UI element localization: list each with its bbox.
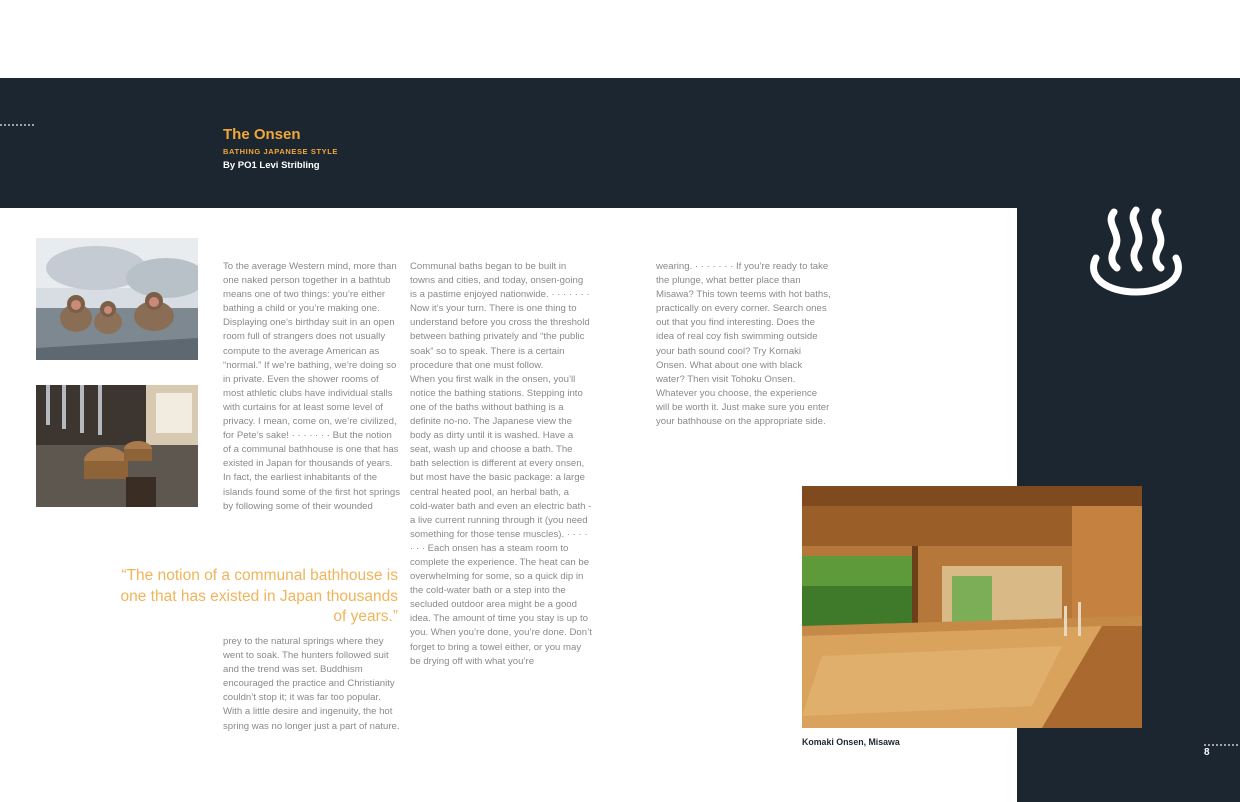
body-column-1-continued [223, 635, 401, 734]
body-column-3 [656, 260, 832, 429]
body-paragraph: Communal baths began to be built in towns and cities, and today, onsen-going is a pastime enjoyed nationwide. · · · · · · · Now it’s your turn. There is one thing to understand before you cross the threshold between bathing privately and “the public soak” so to speak. There is a certain procedure that one must follow. [410, 261, 590, 371]
page-number: 8 [1204, 747, 1210, 758]
bath-buckets-photo [36, 385, 198, 507]
article-subtitle: BATHING JAPANESE STYLE [223, 147, 339, 156]
body-column-1 [223, 260, 401, 514]
article-byline: By PO1 Levi Stribling [223, 160, 320, 171]
komaki-onsen-photo [802, 486, 1142, 728]
hot-spring-icon [1084, 206, 1188, 298]
body-paragraph: When you first walk in the onsen, you’ll notice the bathing stations. Stepping into one of the baths without bathing is a definite no-no. The Japanese view the body as dirty until it is washed. Have a seat, wash up and choose a bath. The bath selection is different at every onsen, but most have the basic package: a large central heated pool, an herbal bath, a cold-water bath and even an electric bath - a live current running through it (you need something for those tense muscles). · · · · · · · Each onsen has a steam room to complete the experience. The heat can be overwhelming for some, so a quick dip in the cold-water bath or a step into the secluded outdoor area might be a good idea. The amount of time you stay is up to you. When you’re done, you’re done. Don’t forget to bring a towel either, or you may be drying off with what you’re [410, 373, 592, 667]
body-column-2 [410, 260, 592, 669]
header-band [0, 78, 1240, 208]
snow-monkeys-photo [36, 238, 198, 360]
article-title: The Onsen [223, 126, 301, 143]
pull-quote: “The notion of a communal bathhouse is one that has existed in Japan thousands of years.” [120, 567, 398, 626]
photo-caption: Komaki Onsen, Misawa [802, 737, 900, 747]
footer-marker [1204, 744, 1238, 746]
body-paragraph: prey to the natural springs where they went to soak. The hunters followed suit and the trend was set. Buddhism encouraged the practice and Christianity couldn’t stop it; it was far too popular. With a little desire and ingenuity, the hot spring was no longer just a part of nature. [223, 636, 400, 732]
body-paragraph: To the average Western mind, more than one naked person together in a bathtub means one of two things: you’re either bathing a child or you’re making one. Displaying one’s birthday suit in an open room full of strangers does not usually compute to the average American as “normal.” If we’re bathing, we’re doing so in private. Even the shower rooms of most athletic clubs have individual stalls with curtains for at least some level of privacy. I mean, come on, we’re civilized, for Pete’s sake! · · · · · · · But the notion of a communal bathhouse is one that has existed in Japan for thousands of years. In fact, the earliest inhabitants of the islands found some of the first hot springs by following some of their wounded [223, 261, 401, 512]
body-paragraph: wearing. · · · · · · · If you’re ready to take the plunge, what better place than Misawa? This town teems with hot baths, practically on every corner. Search ones out that you find interesting. Does the idea of real coy fish swimming outside your bath sound cool? Try Komaki Onsen. What about one with black water? Then visit Tohoku Onsen. Whatever you choose, the experience will be worth it. Just make sure you enter your bathhouse on the appropriate side. [656, 261, 831, 428]
section-marker [0, 124, 34, 126]
